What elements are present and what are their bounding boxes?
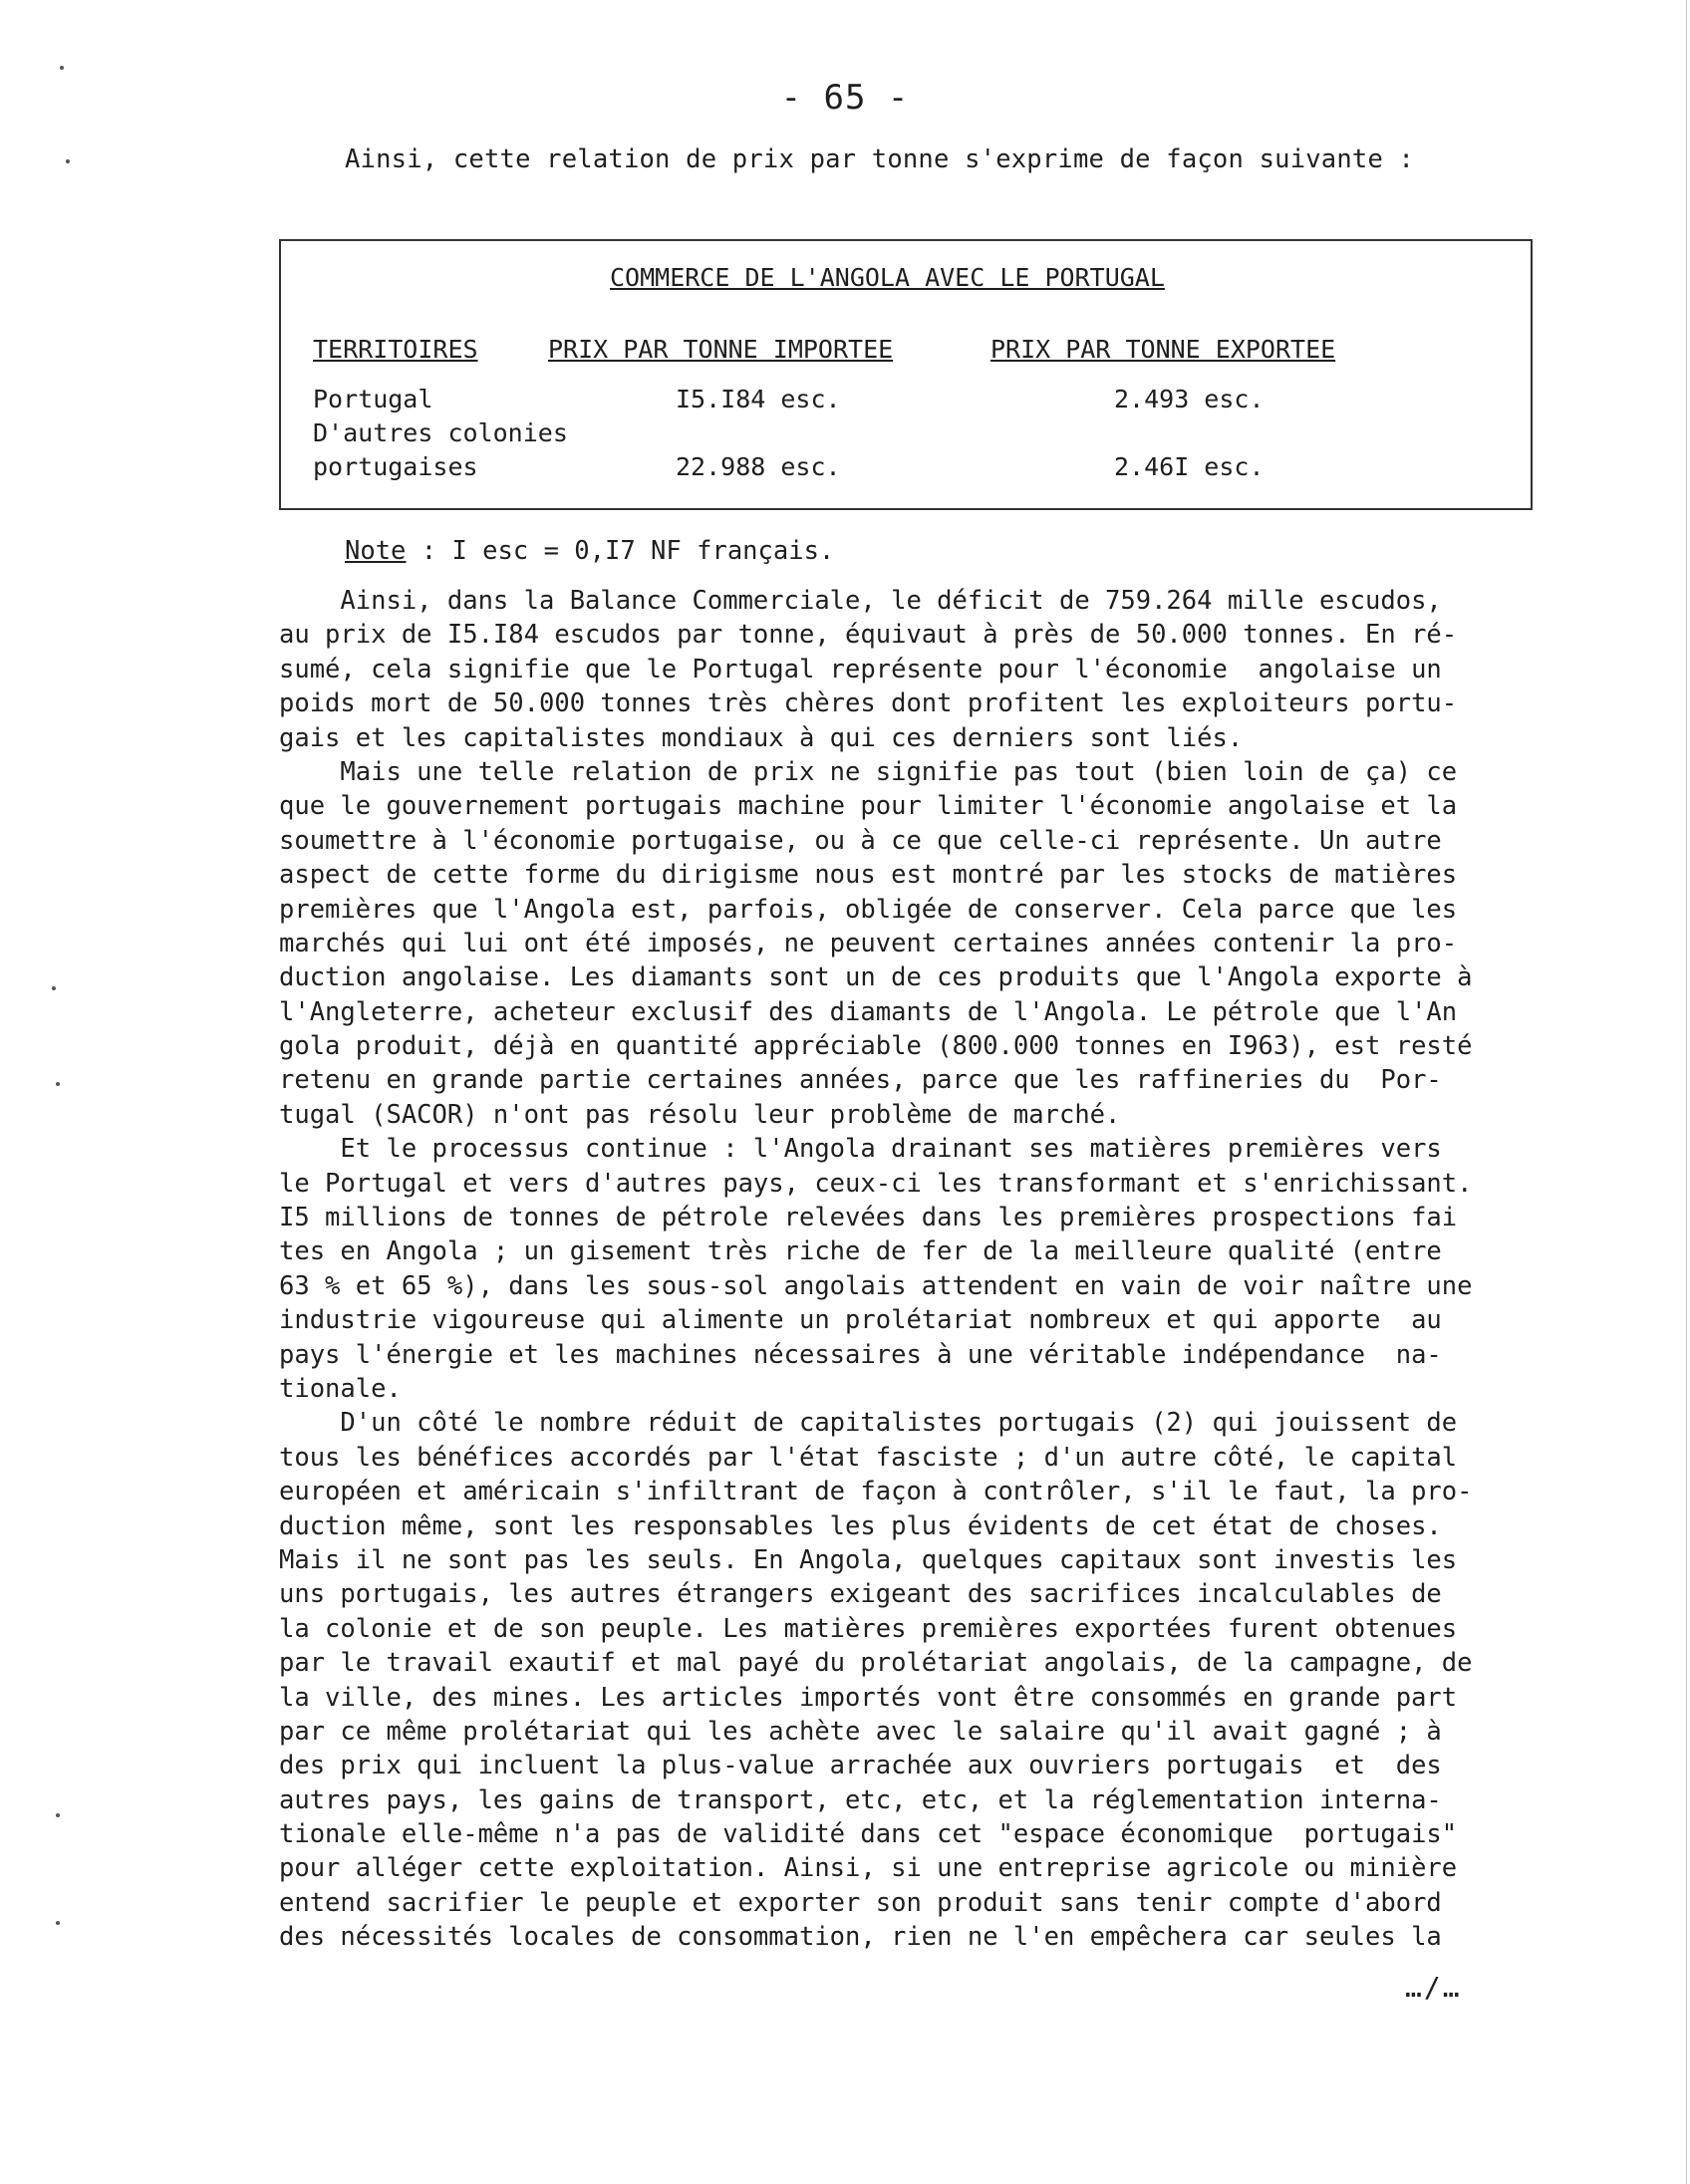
body-line: Ainsi, dans la Balance Commerciale, le déficit de 759.264 mille escudos, — [279, 586, 1442, 616]
body-line: gais et les capitalistes mondiaux à qui ces derniers sont liés. — [279, 722, 1244, 753]
body-line: pour alléger cette exploitation. Ainsi, si une entreprise agricole ou minière — [279, 1853, 1458, 1884]
body-line: uns portugais, les autres étrangers exigeant des sacrifices incalculables de — [279, 1579, 1442, 1610]
body-line: l'Angleterre, acheteur exclusif des diamants de l'Angola. Le pétrole que l'An — [279, 996, 1458, 1027]
body-line: au prix de I5.I84 escudos par tonne, équivaut à près de 50.000 tonnes. En ré- — [279, 620, 1458, 651]
table-cell-export: 2.493 esc. — [1114, 385, 1265, 413]
table-cell-territory: portugaises — [313, 452, 478, 481]
body-line: tous les bénéfices accordés par l'état fasciste ; d'un autre côté, le capital — [279, 1442, 1458, 1473]
body-line: le Portugal et vers d'autres pays, ceux-ci les transformant et s'enrichissant. — [279, 1168, 1473, 1199]
body-line: Mais il ne sont pas les seuls. En Angola, quelques capitaux sont investis les — [279, 1544, 1458, 1575]
body-line: européen et américain s'infiltrant de façon à contrôler, s'il le faut, la pro- — [279, 1477, 1473, 1507]
table-cell-territory: Portugal — [313, 385, 433, 413]
body-line: duction même, sont les responsables les plus évidents de cet état de choses. — [279, 1510, 1442, 1541]
body-line: des prix qui incluent la plus-value arrachée aux ouvriers portugais et des — [279, 1751, 1442, 1781]
body-line: la colonie et de son peuple. Les matières premières exportées furent obtenues — [279, 1613, 1458, 1644]
table-header-territoires: TERRITOIRES — [313, 335, 478, 364]
body-line: premières que l'Angola est, parfois, obligée de conserver. Cela parce que les — [279, 894, 1458, 925]
table-cell-import: 22.988 esc. — [676, 452, 841, 481]
body-line: par ce même prolétariat qui les achète avec le salaire qu'il avait gagné ; à — [279, 1716, 1442, 1747]
body-line: poids mort de 50.000 tonnes très chères dont profitent les exploiteurs portu- — [279, 688, 1458, 719]
body-line: tionale. — [279, 1373, 402, 1404]
body-line: aspect de cette forme du dirigisme nous est montré par les stocks de matières — [279, 860, 1458, 891]
body-line: Mais une telle relation de prix ne signifie pas tout (bien loin de ça) ce — [279, 756, 1458, 787]
page-number: - 65 - — [780, 78, 910, 118]
body-line: industrie vigoureuse qui alimente un prolétariat nombreux et qui apporte au — [279, 1305, 1442, 1336]
body-line: retenu en grande partie certaines années, parce que les raffineries du Por- — [279, 1065, 1442, 1096]
body-line: D'un côté le nombre réduit de capitalistes portugais (2) qui jouissent de — [279, 1408, 1458, 1439]
body-line: autres pays, les gains de transport, etc, etc, et la réglementation interna- — [279, 1784, 1442, 1815]
continuation-mark: …/… — [1405, 1971, 1462, 2004]
table-title: COMMERCE DE L'ANGOLA AVEC LE PORTUGAL — [610, 263, 1165, 292]
note-text: : I esc = 0,I7 NF français. — [406, 536, 835, 566]
price-table — [279, 239, 1533, 510]
body-text — [279, 584, 1535, 1955]
body-line: gola produit, déjà en quantité appréciable (800.000 tonnes en I963), est resté — [279, 1031, 1473, 1062]
scan-dot — [60, 66, 64, 70]
scan-edge-line — [1686, 0, 1687, 2184]
intro-sentence: Ainsi, cette relation de prix par tonne s'exprime de façon suivante : — [345, 144, 1415, 174]
body-line: que le gouvernement portugais machine pour limiter l'économie angolaise et la — [279, 791, 1458, 822]
body-line: 63 % et 65 %), dans les sous-sol angolais attendent en vain de voir naître une — [279, 1270, 1473, 1301]
table-cell-export: 2.46I esc. — [1114, 452, 1265, 481]
body-line: pays l'énergie et les machines nécessaires à une véritable indépendance na- — [279, 1339, 1442, 1370]
body-line: des nécessités locales de consommation, rien ne l'en empêchera car seules la — [279, 1922, 1442, 1953]
body-line: Et le processus continue : l'Angola drainant ses matières premières vers — [279, 1134, 1442, 1165]
scan-dot — [66, 159, 70, 163]
body-line: marchés qui lui ont été imposés, ne peuvent certaines années contenir la pro- — [279, 928, 1458, 958]
body-line: I5 millions de tonnes de pétrole relevées dans les premières prospections fai — [279, 1203, 1458, 1233]
table-cell-import: I5.I84 esc. — [676, 385, 841, 413]
scan-dot — [56, 1082, 60, 1086]
table-cell-territory: D'autres colonies — [313, 418, 568, 447]
body-line: entend sacrifier le peuple et exporter son produit sans tenir compte d'abord — [279, 1887, 1442, 1918]
body-line: tugal (SACOR) n'ont pas résolu leur problème de marché. — [279, 1099, 1121, 1130]
body-line: sumé, cela signifie que le Portugal représente pour l'économie angolaise un — [279, 654, 1442, 684]
body-line: la ville, des mines. Les articles importés vont être consommés en grande part — [279, 1682, 1458, 1713]
body-line: soumettre à l'économie portugaise, ou à ce que celle-ci représente. Un autre — [279, 825, 1442, 856]
body-line: tes en Angola ; un gisement très riche de fer de la meilleure qualité (entre — [279, 1236, 1442, 1267]
scan-dot — [56, 1921, 60, 1925]
table-header-export-price: PRIX PAR TONNE EXPORTEE — [990, 335, 1336, 364]
note-label: Note — [345, 536, 407, 566]
body-line: duction angolaise. Les diamants sont un de ces produits que l'Angola exporte à — [279, 962, 1473, 993]
body-line: par le travail exautif et mal payé du prolétariat angolais, de la campagne, de — [279, 1648, 1473, 1679]
body-line: tionale elle-même n'a pas de validité dans cet "espace économique portugais" — [279, 1819, 1458, 1850]
table-header-import-price: PRIX PAR TONNE IMPORTEE — [548, 335, 894, 364]
scan-dot — [52, 986, 56, 990]
scan-dot — [56, 1813, 60, 1817]
currency-note — [345, 536, 834, 566]
